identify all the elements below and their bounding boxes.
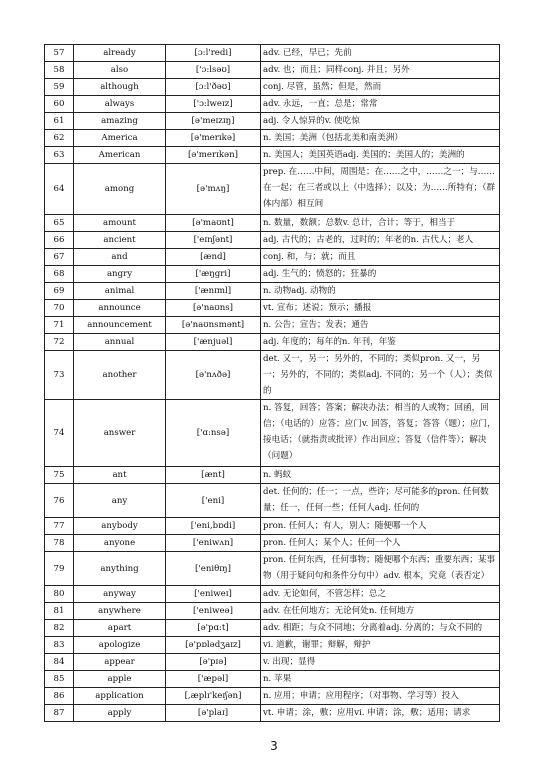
entry-word: always (74, 96, 166, 113)
entry-number: 86 (45, 688, 74, 705)
entry-pronunciation: ['ɔ:lsəʊ] (166, 62, 261, 79)
entry-pronunciation: [ə'merɪkən] (166, 147, 261, 164)
entry-definition: n. 美国人；美国英语adj. 美国的；美国人的；美洲的 (261, 147, 500, 164)
entry-definition: adv. 永远，一直；总是；常常 (261, 96, 500, 113)
table-row (45, 113, 500, 130)
entry-pronunciation: ['eɪnʃənt] (166, 232, 261, 249)
entry-definition: adj. 年度的；每年的n. 年刊，年鉴 (261, 334, 500, 351)
entry-pronunciation: [ə'naʊns] (166, 300, 261, 317)
entry-pronunciation: [ə'merɪkə] (166, 130, 261, 147)
entry-definition: n. 应用；申请；应用程序；（对事物、学习等）投入 (261, 688, 500, 705)
table-row (45, 671, 500, 688)
entry-definition: n. 数量，数额；总数v. 总计，合计；等于，相当于 (261, 215, 500, 232)
table-row (45, 283, 500, 300)
entry-pronunciation: ['eniweɪ] (166, 586, 261, 603)
table-row (45, 586, 500, 603)
entry-word: another (74, 351, 166, 400)
entry-pronunciation: ['eniweə] (166, 603, 261, 620)
entry-pronunciation: [ə'mʌŋ] (166, 164, 261, 215)
entry-number: 58 (45, 62, 74, 79)
entry-word: appear (74, 654, 166, 671)
table-row (45, 603, 500, 620)
entry-word: anyway (74, 586, 166, 603)
entry-number: 76 (45, 484, 74, 518)
entry-word: application (74, 688, 166, 705)
entry-number: 85 (45, 671, 74, 688)
entry-number: 66 (45, 232, 74, 249)
table-row (45, 400, 500, 467)
entry-definition: n. 答复，回答；答案；解决办法；相当的人或物；回函，回信；（电话的）应答；应门v. 回答，答复；答答（题）；应门，接电话；（就指责或批评）作出回应；答复（信件等）；解决（问题） (261, 400, 500, 467)
entry-pronunciation: ['æpəl] (166, 671, 261, 688)
table-row (45, 688, 500, 705)
entry-number: 75 (45, 467, 74, 484)
entry-pronunciation: [ɔ:l'ðəʊ] (166, 79, 261, 96)
entry-number: 67 (45, 249, 74, 266)
entry-number: 74 (45, 400, 74, 467)
entry-number: 63 (45, 147, 74, 164)
entry-word: answer (74, 400, 166, 467)
entry-number: 82 (45, 620, 74, 637)
entry-number: 59 (45, 79, 74, 96)
entry-word: anything (74, 552, 166, 586)
entry-definition: adv. 在任何地方；无论何处n. 任何地方 (261, 603, 500, 620)
entry-pronunciation: [ænd] (166, 249, 261, 266)
table-row (45, 552, 500, 586)
entry-pronunciation: ['ɔ:lweɪz] (166, 96, 261, 113)
entry-definition: n. 动物adj. 动物的 (261, 283, 500, 300)
entry-pronunciation: ['eni] (166, 484, 261, 518)
entry-number: 72 (45, 334, 74, 351)
entry-definition: adv. 已经，早已；先前 (261, 45, 500, 62)
table-row (45, 45, 500, 62)
entry-word: animal (74, 283, 166, 300)
entry-pronunciation: [,æplɪ'keɪʃən] (166, 688, 261, 705)
entry-word: American (74, 147, 166, 164)
entry-pronunciation: ['eniwʌn] (166, 535, 261, 552)
entry-word: apologize (74, 637, 166, 654)
entry-definition: pron. 任何人；有人，别人；随便哪一个人 (261, 518, 500, 535)
entry-definition: det. 任何的；任一；一点，些许；尽可能多的pron. 任何数量；任一，任何一些；任何人adj. 任何的 (261, 484, 500, 518)
entry-pronunciation: [ə'maʊnt] (166, 215, 261, 232)
page-number: 3 (270, 739, 278, 753)
entry-definition: v. 出现；显得 (261, 654, 500, 671)
entry-pronunciation: ['æŋgri] (166, 266, 261, 283)
entry-definition: adj. 令人惊异的v. 使吃惊 (261, 113, 500, 130)
entry-number: 83 (45, 637, 74, 654)
table-row (45, 654, 500, 671)
entry-word: announce (74, 300, 166, 317)
table-row (45, 351, 500, 400)
table-row (45, 215, 500, 232)
entry-pronunciation: [ɔ:l'redi] (166, 45, 261, 62)
entry-word: already (74, 45, 166, 62)
table-row (45, 705, 500, 722)
table-row (45, 164, 500, 215)
entry-pronunciation: [ə'meɪzɪŋ] (166, 113, 261, 130)
entry-word: amount (74, 215, 166, 232)
entry-definition: adj. 生气的；愤怒的；狂暴的 (261, 266, 500, 283)
entry-definition: adv. 也；而且；同样conj. 并且；另外 (261, 62, 500, 79)
entry-definition: prep. 在……中间，周围是；在……之中，……之一；与……在一起；在三者或以上（中选择）；以及；为……所特有；（群体内部）相互间 (261, 164, 500, 215)
entry-pronunciation: ['eniθɪŋ] (166, 552, 261, 586)
entry-number: 68 (45, 266, 74, 283)
table-row (45, 467, 500, 484)
entry-number: 57 (45, 45, 74, 62)
entry-number: 78 (45, 535, 74, 552)
entry-definition: pron. 任何人；某个人；任何一个人 (261, 535, 500, 552)
entry-definition: n. 公告；宣告；发表；通告 (261, 317, 500, 334)
entry-pronunciation: [ə'nʌðə] (166, 351, 261, 400)
table-row (45, 79, 500, 96)
entry-number: 62 (45, 130, 74, 147)
table-row (45, 62, 500, 79)
entry-number: 84 (45, 654, 74, 671)
entry-word: ant (74, 467, 166, 484)
entry-pronunciation: [ə'pɒlədʒaɪz] (166, 637, 261, 654)
entry-word: anyone (74, 535, 166, 552)
table-row (45, 535, 500, 552)
table-row (45, 232, 500, 249)
entry-number: 77 (45, 518, 74, 535)
entry-number: 61 (45, 113, 74, 130)
table-row (45, 637, 500, 654)
table-row (45, 484, 500, 518)
entry-number: 81 (45, 603, 74, 620)
entry-pronunciation: [ə'plaɪ] (166, 705, 261, 722)
entry-definition: n. 美国；美洲（包括北美和南美洲） (261, 130, 500, 147)
entry-definition: vi. 道歉，谢罪；辩解，辩护 (261, 637, 500, 654)
entry-pronunciation: [ə'pɑ:t] (166, 620, 261, 637)
table-row (45, 620, 500, 637)
table-row (45, 96, 500, 113)
table-row (45, 300, 500, 317)
entry-number: 69 (45, 283, 74, 300)
entry-number: 64 (45, 164, 74, 215)
entry-word: America (74, 130, 166, 147)
entry-definition: conj. 尽管，虽然；但是，然而 (261, 79, 500, 96)
vocabulary-table-body (45, 45, 500, 722)
entry-definition: n. 苹果 (261, 671, 500, 688)
entry-pronunciation: ['ɑ:nsə] (166, 400, 261, 467)
entry-definition: pron. 任何东西，任何事物；随便哪个东西；重要东西；某事物（用于疑问句和条件分句中）adv. 根本，究竟（表否定） (261, 552, 500, 586)
entry-word: amazing (74, 113, 166, 130)
entry-word: apple (74, 671, 166, 688)
entry-word: anywhere (74, 603, 166, 620)
vocabulary-table (44, 44, 500, 722)
entry-word: angry (74, 266, 166, 283)
entry-definition: vt. 宣布；述说；预示；播报 (261, 300, 500, 317)
entry-word: also (74, 62, 166, 79)
table-row (45, 130, 500, 147)
entry-definition: adv. 相距；与众不同地；分离着adj. 分离的；与众不同的 (261, 620, 500, 637)
table-row (45, 147, 500, 164)
entry-pronunciation: [ə'naʊnsmənt] (166, 317, 261, 334)
entry-number: 87 (45, 705, 74, 722)
entry-number: 80 (45, 586, 74, 603)
entry-word: announcement (74, 317, 166, 334)
entry-word: apart (74, 620, 166, 637)
entry-number: 65 (45, 215, 74, 232)
entry-number: 79 (45, 552, 74, 586)
entry-word: any (74, 484, 166, 518)
entry-word: anybody (74, 518, 166, 535)
entry-pronunciation: ['ænɪml] (166, 283, 261, 300)
entry-definition: det. 又一，另一；另外的，不同的；类似pron. 又一，另一；另外的，不同的；类似adj. 不同的；另一个（人）；类似的 (261, 351, 500, 400)
entry-number: 73 (45, 351, 74, 400)
entry-pronunciation: [ə'pɪə] (166, 654, 261, 671)
table-row (45, 249, 500, 266)
entry-number: 71 (45, 317, 74, 334)
table-row (45, 317, 500, 334)
entry-word: annual (74, 334, 166, 351)
entry-number: 60 (45, 96, 74, 113)
entry-word: ancient (74, 232, 166, 249)
entry-definition: conj. 和，与；就；而且 (261, 249, 500, 266)
table-row (45, 518, 500, 535)
entry-word: although (74, 79, 166, 96)
entry-definition: n. 蚂蚁 (261, 467, 500, 484)
entry-definition: vt. 申请；涂，敷；应用vi. 申请；涂，敷；适用；请求 (261, 705, 500, 722)
entry-definition: adv. 无论如何，不管怎样；总之 (261, 586, 500, 603)
entry-word: and (74, 249, 166, 266)
table-row (45, 334, 500, 351)
entry-word: among (74, 164, 166, 215)
entry-number: 70 (45, 300, 74, 317)
entry-pronunciation: ['eni,bɒdi] (166, 518, 261, 535)
entry-pronunciation: [ænt] (166, 467, 261, 484)
entry-word: apply (74, 705, 166, 722)
entry-definition: adj. 古代的；古老的，过时的；年老的n. 古代人；老人 (261, 232, 500, 249)
table-row (45, 266, 500, 283)
entry-pronunciation: ['ænjuəl] (166, 334, 261, 351)
vocabulary-sheet (44, 44, 499, 722)
